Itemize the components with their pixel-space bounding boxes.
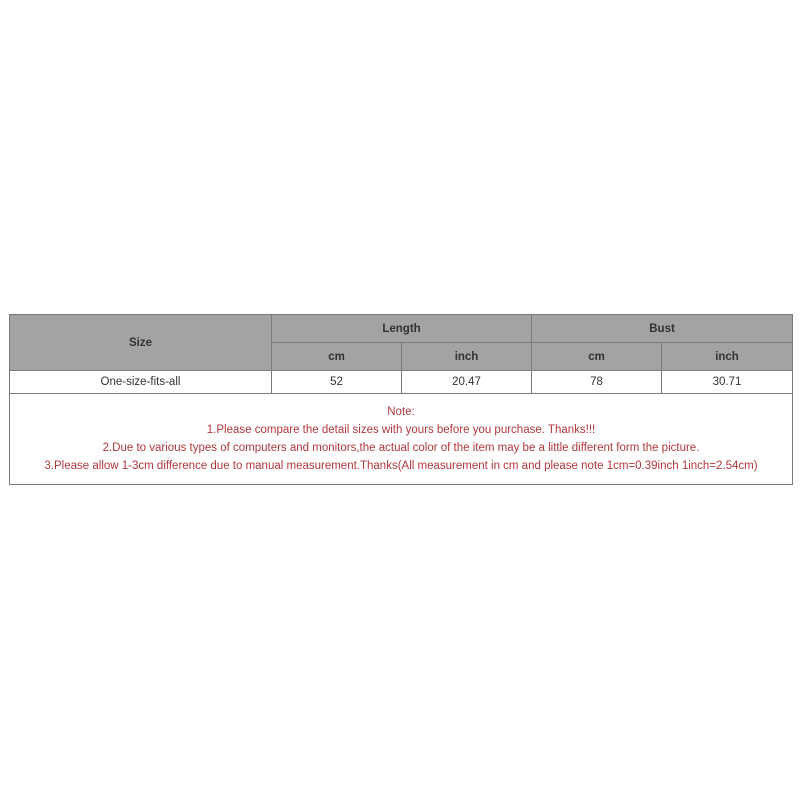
notes-cell <box>10 394 793 485</box>
note-line-1: 1.Please compare the detail sizes with yours before you purchase. Thanks!!! <box>206 424 596 436</box>
bust-header: Bust <box>532 315 793 343</box>
bust-cm-cell: 78 <box>532 371 662 394</box>
size-header: Size <box>10 315 272 371</box>
length-cm-header: cm <box>272 343 402 371</box>
length-cm-cell: 52 <box>272 371 402 394</box>
size-chart-table <box>9 314 793 485</box>
length-inch-header: inch <box>402 343 532 371</box>
length-header: Length <box>272 315 532 343</box>
size-cell: One-size-fits-all <box>10 371 272 394</box>
length-inch-cell: 20.47 <box>402 371 532 394</box>
notes-row <box>10 394 793 485</box>
bust-inch-cell: 30.71 <box>662 371 793 394</box>
bust-cm-header: cm <box>532 343 662 371</box>
note-line-3: 3.Please allow 1-3cm difference due to manual measurement.Thanks(All measurement in cm and please note 1cm=0.39inch 1inch=2.54cm) <box>44 460 758 472</box>
note-title: Note: <box>387 406 415 418</box>
note-line-2: 2.Due to various types of computers and monitors,the actual color of the item may be a little different form the picture. <box>102 442 700 454</box>
bust-inch-header: inch <box>662 343 793 371</box>
table-row <box>10 371 793 394</box>
header-row-top <box>10 315 793 343</box>
